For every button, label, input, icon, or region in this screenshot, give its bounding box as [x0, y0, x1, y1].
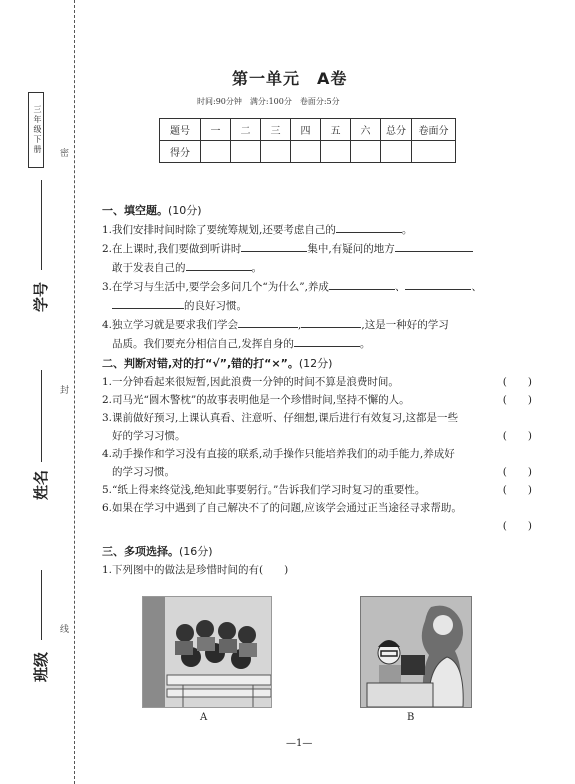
judge-question: 6.如果在学习中遇到了自己解决不了的问题,应该学会通过正当途径寻求帮助。 [102, 502, 462, 514]
choice-illustrations [142, 596, 542, 731]
score-header-cell: 二 [231, 119, 261, 141]
xuehao-write-line[interactable] [41, 180, 42, 270]
section-heading: 二、判断对错,对的打“√”,错的打“×”。(12分) [102, 357, 333, 370]
answer-blank[interactable] [336, 220, 402, 233]
xingming-label: 姓名 [32, 469, 50, 500]
judge-question: 1.一分钟看起来很短暂,因此浪费一分钟的时间不算是浪费时间。 ( ) [102, 373, 532, 391]
exam-info: 时间:90分钟 满分:100分 卷面分:5分 [197, 97, 340, 106]
answer-parenthesis[interactable]: ( ) [502, 520, 532, 532]
answer-parenthesis[interactable]: ( ) [502, 430, 532, 442]
seal-char-mi: 密 [60, 149, 70, 159]
judge-question-cont: 好的学习习惯。 ( ) [102, 427, 532, 445]
section-heading: 三、多项选择。(16分) [102, 545, 213, 558]
xuehao-label: 学号 [32, 281, 50, 312]
fill-question: 4.独立学习就是要求我们学会 , ,这是一种好的学习 [102, 315, 532, 334]
seal-char-feng: 封 [60, 386, 70, 396]
score-header-cell: 六 [351, 119, 381, 141]
score-header-cell: 一 [201, 119, 231, 141]
fill-question-cont: 品质。我们要充分相信自己,发挥自身的 。 [102, 334, 532, 353]
judge-question: 2.司马光“圆木警枕”的故事表明他是一个珍惜时间,坚持不懈的人。 ( ) [102, 391, 532, 409]
seal-char-xian: 线 [60, 625, 70, 635]
page-title: 第一单元 A卷 [232, 69, 348, 88]
fill-question-cont: 的良好习惯。 [102, 296, 532, 315]
answer-blank[interactable] [238, 315, 298, 328]
banji-write-line[interactable] [41, 570, 42, 640]
answer-blank[interactable] [405, 277, 471, 290]
score-header-cell: 三 [261, 119, 291, 141]
section-heading: 一、填空题。(10分) [102, 204, 202, 217]
answer-parenthesis[interactable]: ( ) [502, 484, 532, 496]
score-cell[interactable] [381, 141, 412, 163]
classroom-drawing [143, 597, 271, 707]
exam-content [102, 200, 532, 579]
judge-question: 4.动手操作和学习没有直接的联系,动手操作只能培养我们的动手能力,养成好 [102, 448, 455, 460]
banji-label: 班级 [32, 651, 50, 682]
judge-question-cont: 的学习习惯。 ( ) [102, 463, 532, 481]
classroom-illustration-a[interactable] [142, 596, 272, 708]
score-header-cell: 题号 [160, 119, 201, 141]
table-row [160, 119, 456, 141]
judge-question: 3.课前做好预习,上课认真看、注意听、仔细想,课后进行有效复习,这都是一些 [102, 412, 459, 424]
score-cell[interactable] [412, 141, 456, 163]
answer-parenthesis[interactable]: ( ) [502, 394, 532, 406]
answer-blank[interactable] [329, 277, 395, 290]
fill-question: 3.在学习与生活中,要学会多问几个“为什么”,养成 、 、 [102, 277, 532, 296]
xingming-write-line[interactable] [41, 370, 42, 462]
answer-blank[interactable] [186, 258, 252, 271]
gaming-drawing [361, 597, 471, 707]
fill-question: 1.我们安排时间时除了要统筹规划,还要考虑自己的 。 [102, 220, 532, 239]
score-header-cell: 五 [321, 119, 351, 141]
table-row [160, 141, 456, 163]
page-number: —1— [286, 738, 313, 749]
score-header-cell: 卷面分 [412, 119, 456, 141]
fill-question: 2.在上课时,我们要做到听讲时 集中,有疑问的地方 [102, 239, 532, 258]
gaming-illustration-b[interactable] [360, 596, 472, 708]
answer-parenthesis[interactable]: ( ) [502, 466, 532, 478]
answer-blank[interactable] [395, 239, 473, 252]
score-cell[interactable] [261, 141, 291, 163]
score-header-cell: 四 [291, 119, 321, 141]
grade-label: 三年级下册 [28, 92, 44, 168]
judge-question-cont [102, 517, 532, 535]
judge-question: 5.“纸上得来终觉浅,绝知此事要躬行。”告诉我们学习时复习的重要性。 ( ) [102, 481, 532, 499]
score-header-cell: 总分 [381, 119, 412, 141]
score-row-label: 得分 [160, 141, 201, 163]
binding-dashed-line [74, 0, 75, 784]
answer-blank[interactable] [241, 239, 307, 252]
fill-question-cont: 敢于发表自己的 。 [102, 258, 532, 277]
answer-blank[interactable] [301, 315, 361, 328]
score-table [159, 118, 456, 163]
answer-parenthesis[interactable]: ( ) [502, 376, 532, 388]
score-cell[interactable] [321, 141, 351, 163]
caption-a: A [200, 712, 208, 723]
score-cell[interactable] [351, 141, 381, 163]
choice-question: 1.下列图中的做法是珍惜时间的有( ) [102, 564, 289, 576]
score-cell[interactable] [291, 141, 321, 163]
score-cell[interactable] [201, 141, 231, 163]
caption-b: B [407, 712, 415, 723]
answer-blank[interactable] [112, 296, 184, 309]
answer-blank[interactable] [294, 334, 360, 347]
score-cell[interactable] [231, 141, 261, 163]
